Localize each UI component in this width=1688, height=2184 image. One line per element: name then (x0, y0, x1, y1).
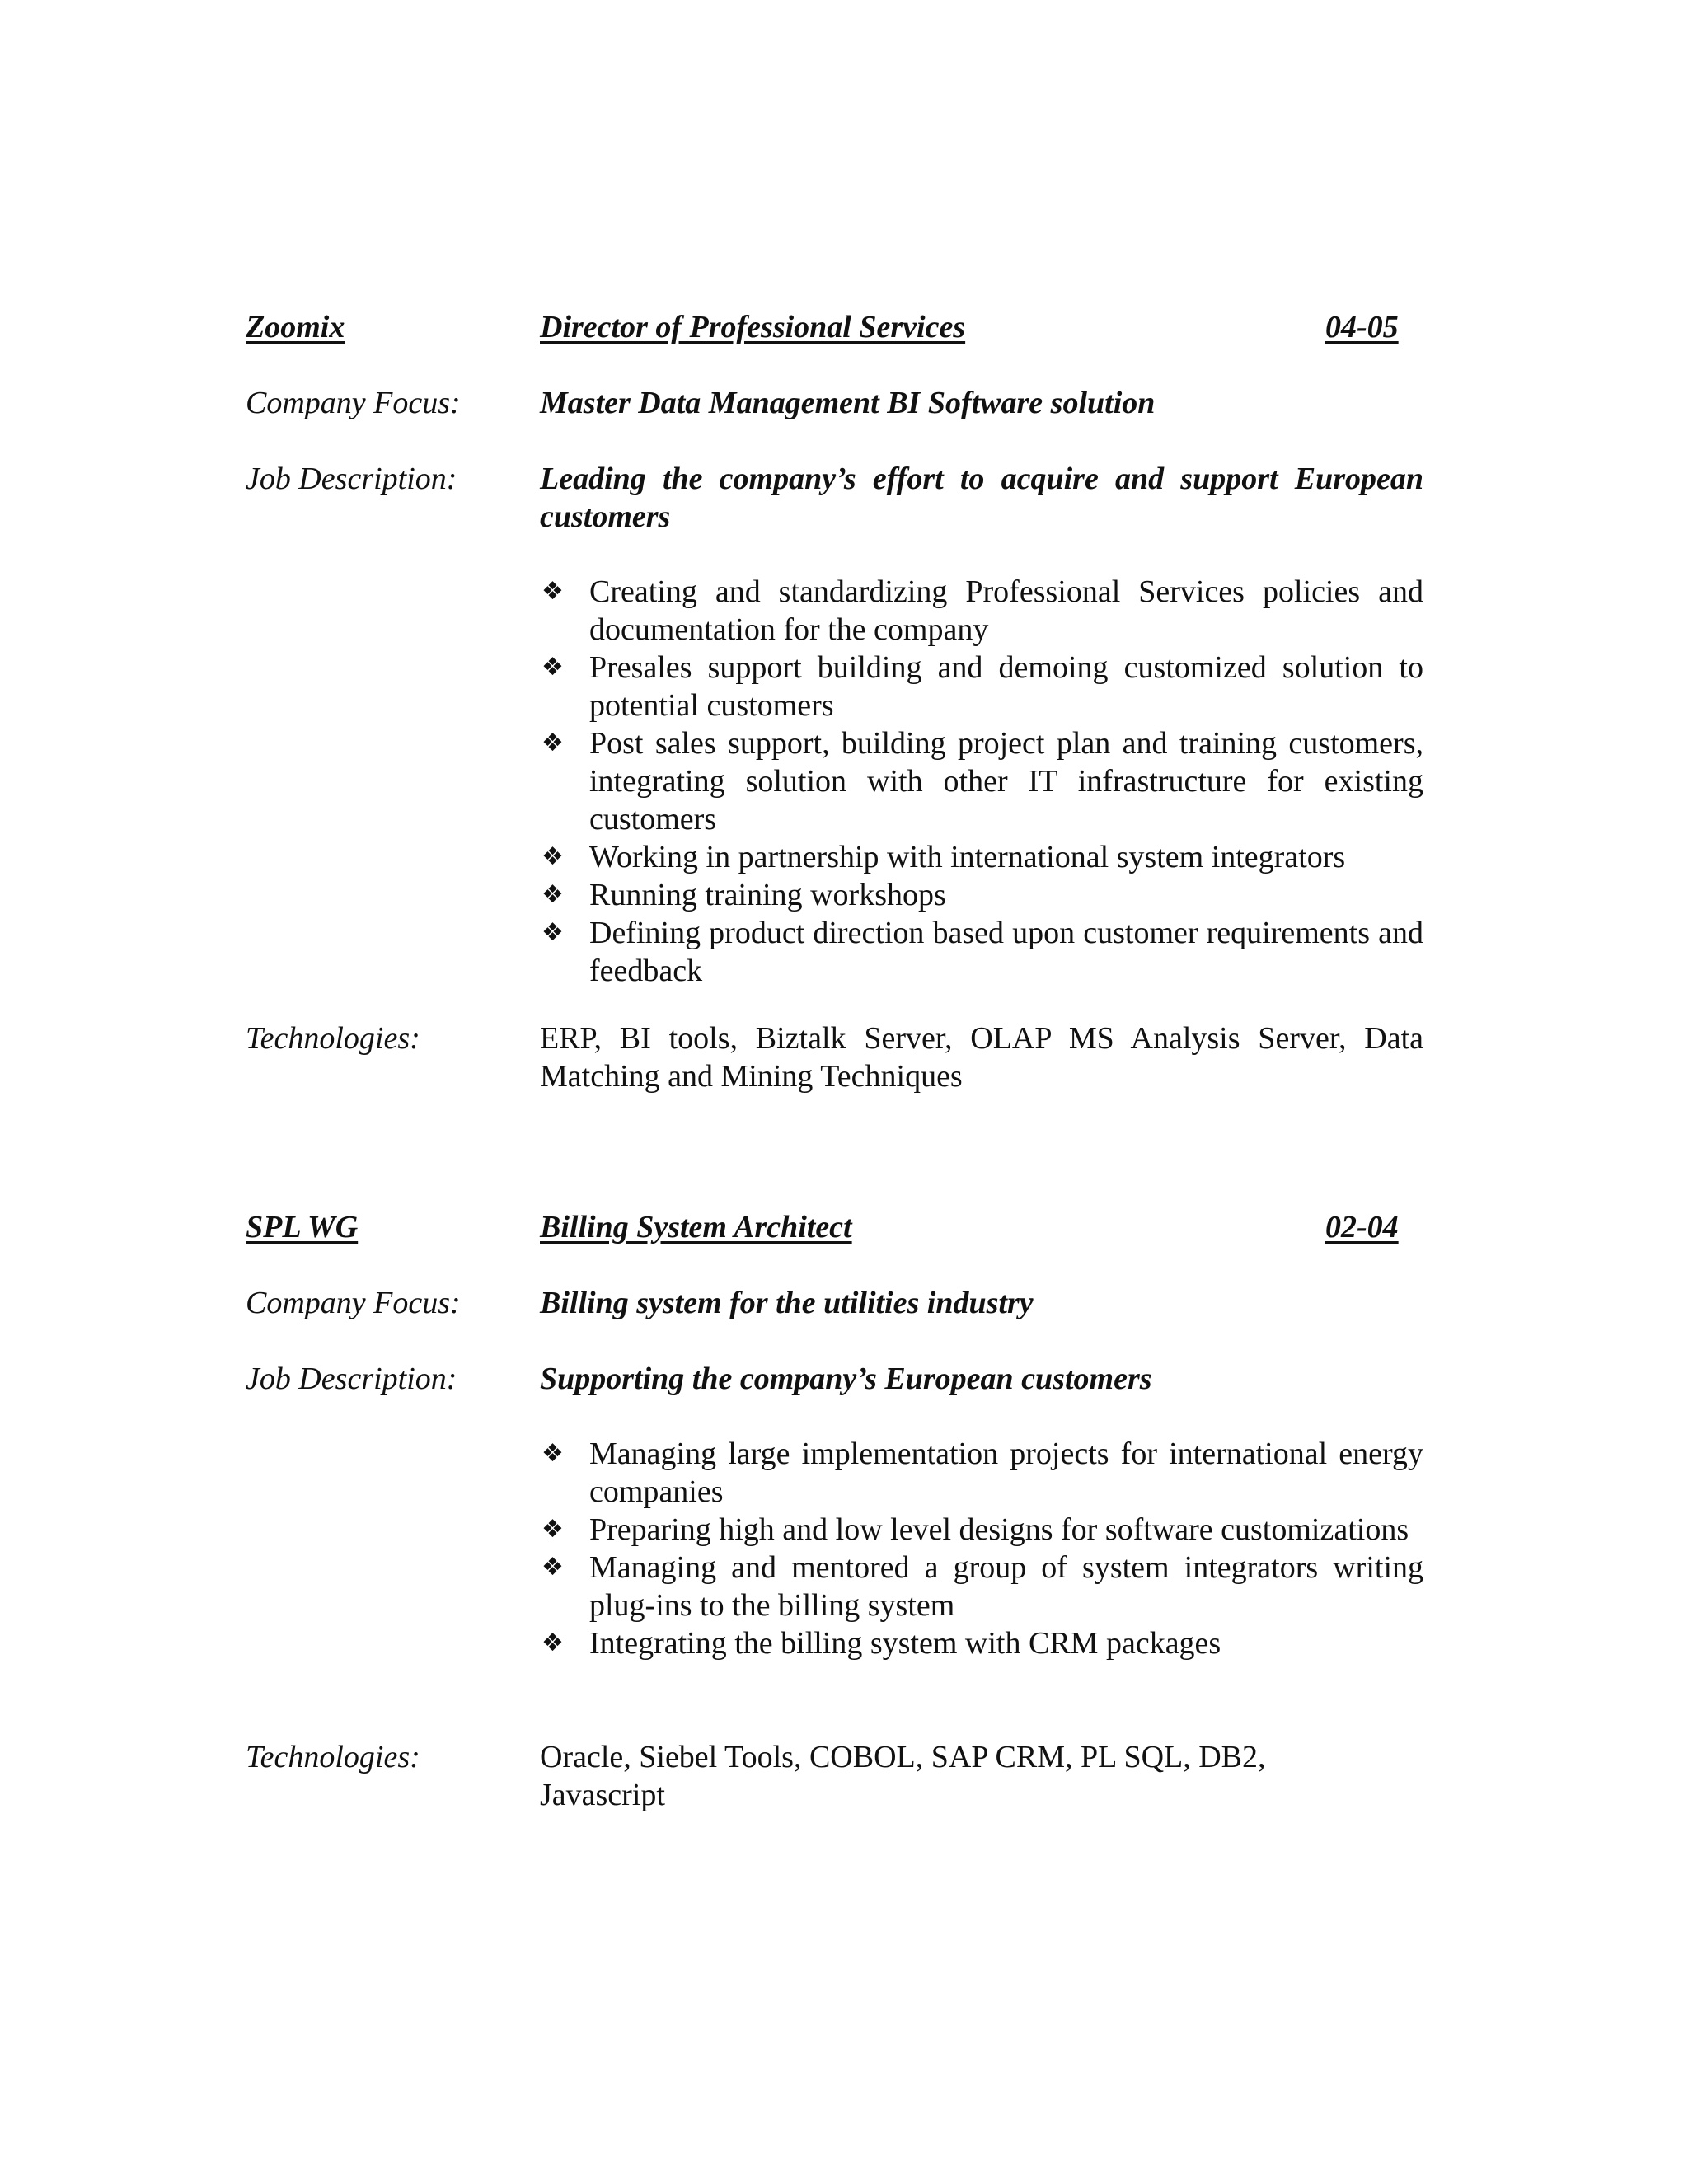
list-item (540, 914, 1423, 990)
list-item (540, 649, 1423, 724)
four-diamond-bullet-icon: ❖ (542, 577, 564, 606)
four-diamond-bullet-icon: ❖ (542, 918, 564, 947)
four-diamond-bullet-icon: ❖ (542, 653, 564, 682)
bullet-text: Running training workshops (589, 878, 946, 912)
company-name: Zoomix (246, 310, 345, 344)
bullet-text: Managing and mentored a group of system integrators writing plug-ins to the billing system (589, 1550, 1423, 1623)
bullet-text: Presales support building and demoing customized solution to potential customers (589, 650, 1423, 723)
four-diamond-bullet-icon: ❖ (542, 1439, 564, 1468)
company-focus-label: Company Focus: (246, 1286, 461, 1320)
technologies-label: Technologies: (246, 1740, 420, 1774)
job-dates: 02-04 (1325, 1210, 1399, 1244)
four-diamond-bullet-icon: ❖ (542, 1515, 564, 1544)
four-diamond-bullet-icon: ❖ (542, 1553, 564, 1582)
technologies-value: ERP, BI tools, Biztalk Server, OLAP MS Analysis Server, Data Matching and Mining Techniques (540, 1021, 1423, 1094)
list-item (540, 1435, 1423, 1511)
company-name: SPL WG (246, 1210, 359, 1244)
four-diamond-bullet-icon: ❖ (542, 1629, 564, 1657)
bullet-text: Post sales support, building project plan and training customers, integrating solution with other IT infrastructure for existing customers (589, 726, 1423, 837)
job-title: Director of Professional Services (540, 310, 966, 344)
list-item (540, 876, 1423, 914)
four-diamond-bullet-icon: ❖ (542, 842, 564, 871)
four-diamond-bullet-icon: ❖ (542, 880, 564, 909)
company-focus-value: Billing system for the utilities industry (540, 1286, 1034, 1320)
list-item (540, 1624, 1423, 1662)
company-focus-value: Master Data Management BI Software solution (540, 386, 1156, 420)
list-item (540, 573, 1423, 649)
technologies-label: Technologies: (246, 1021, 420, 1056)
job-description-value: Supporting the company’s European customers (540, 1361, 1152, 1396)
job-dates: 04-05 (1325, 310, 1399, 344)
list-item (540, 838, 1423, 876)
responsibility-list (540, 573, 1423, 990)
job-description-label: Job Description: (246, 462, 457, 496)
responsibility-list (540, 1435, 1423, 1662)
job-title: Billing System Architect (540, 1210, 852, 1244)
company-focus-label: Company Focus: (246, 386, 461, 420)
bullet-text: Working in partnership with international system integrators (589, 840, 1346, 874)
job-description-value: Leading the company’s effort to acquire and support European customers (540, 462, 1423, 534)
job-description-label: Job Description: (246, 1361, 457, 1396)
list-item (540, 1549, 1423, 1624)
bullet-text: Managing large implementation projects for international energy companies (589, 1436, 1423, 1509)
bullet-text: Defining product direction based upon customer requirements and feedback (589, 916, 1423, 988)
bullet-text: Creating and standardizing Professional Services policies and documentation for the company (589, 574, 1423, 647)
bullet-text: Preparing high and low level designs for software customizations (589, 1512, 1409, 1547)
list-item (540, 1511, 1423, 1549)
technologies-value: Oracle, Siebel Tools, COBOL, SAP CRM, PL SQL, DB2, Javascript (540, 1740, 1266, 1812)
list-item (540, 724, 1423, 838)
four-diamond-bullet-icon: ❖ (542, 729, 564, 757)
bullet-text: Integrating the billing system with CRM packages (589, 1626, 1221, 1661)
